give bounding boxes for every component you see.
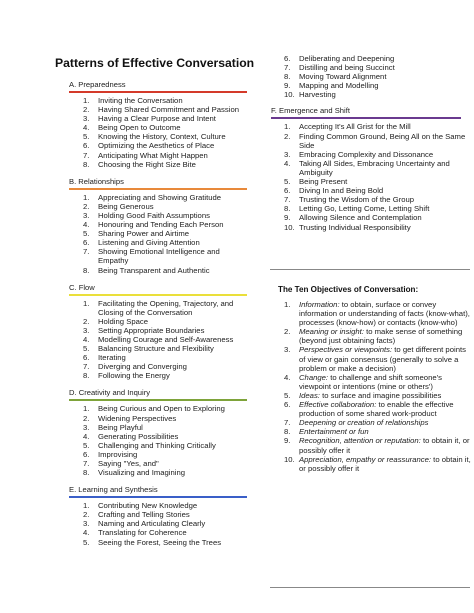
objective-item: 9. Recognition, attention or reputation: to obtain it, or possibly offer it xyxy=(284,436,470,455)
left-column xyxy=(69,80,249,547)
section-learning xyxy=(69,485,249,546)
item-list xyxy=(271,122,474,231)
list-item: 8. Visualizing and Imagining xyxy=(83,468,186,478)
list-item: 10. Harvesting xyxy=(284,90,336,100)
list-item: 5. Being Present xyxy=(284,177,348,187)
section-rule xyxy=(69,496,247,498)
list-item: 4. Translating for Coherence xyxy=(83,528,187,538)
section-heading: C. Flow xyxy=(69,282,95,292)
list-item: 4. Modelling Courage and Self-Awareness xyxy=(83,334,234,344)
list-item: 8. Being Transparent and Authentic xyxy=(83,265,210,275)
list-item: 8. Letting Go, Letting Come, Letting Shift xyxy=(284,204,430,214)
list-item: 5. Challenging and Thinking Critically xyxy=(83,440,216,450)
list-item: 1. Being Curious and Open to Exploring xyxy=(83,404,225,414)
list-item: 6. Improvising xyxy=(83,449,138,459)
section-emergence xyxy=(271,106,474,231)
item-list xyxy=(69,501,249,546)
list-item: 8. Following the Energy xyxy=(83,371,170,381)
list-item: 1. Facilitating the Opening, Trajectory, and Closing of the Conversation xyxy=(83,298,234,317)
list-item: 5. Balancing Structure and Flexibility xyxy=(83,344,214,354)
list-item: 7. Saying "Yes, and" xyxy=(83,459,159,468)
list-item: 3. Having a Clear Purpose and Intent xyxy=(83,114,216,124)
list-item: 8. Choosing the Right Size Bite xyxy=(83,159,196,169)
section-rule xyxy=(69,399,247,401)
list-item: 7. Diverging and Converging xyxy=(83,362,187,372)
learning-continued-list xyxy=(271,54,474,99)
list-item: 4. Honouring and Tending Each Person xyxy=(83,220,224,230)
objective-item: 4. Change: to challenge and shift someone's viewpoint or intentions (mine or others') xyxy=(284,372,442,391)
objective-item: 6. Effective collaboration: to enable the effective production of some shared work-product xyxy=(284,400,454,419)
list-item: 5. Knowing the History, Context, Culture xyxy=(83,132,226,142)
list-item: 7. Distilling and being Succinct xyxy=(284,63,395,73)
list-item: 1. Contributing New Knowledge xyxy=(83,501,198,511)
list-item: 2. Holding Space xyxy=(83,316,149,326)
objective-item: 7. Deepening or creation of relationships xyxy=(284,418,429,428)
list-item: 4. Taking All Sides, Embracing Uncertainty and Ambiguity xyxy=(284,158,450,177)
section-heading: D. Creativity and Inquiry xyxy=(69,388,151,398)
list-item: 3. Setting Appropriate Boundaries xyxy=(83,325,205,335)
right-column xyxy=(271,54,474,232)
section-rule xyxy=(271,117,461,119)
list-item: 2. Widening Perspectives xyxy=(83,413,177,423)
section-flow xyxy=(69,283,249,381)
list-item: 2. Being Generous xyxy=(83,201,154,211)
objective-item: 8. Entertainment or fun xyxy=(284,427,369,437)
section-rule xyxy=(69,91,247,93)
objectives-heading: The Ten Objectives of Conversation: xyxy=(278,285,419,294)
objective-item: 1. Information: to obtain, surface or convey information or understanding of facts (know-what), processes (know-how) or contacts (know-who) xyxy=(284,300,470,328)
list-item: 3. Naming and Articulating Clearly xyxy=(83,519,206,529)
list-item: 9. Allowing Silence and Contemplation xyxy=(284,213,422,223)
list-item: 6. Listening and Giving Attention xyxy=(83,238,200,248)
list-item: 1. Appreciating and Showing Gratitude xyxy=(83,192,222,202)
list-item: 6. Optimizing the Aesthetics of Place xyxy=(83,141,215,151)
objective-item: 5. Ideas: to surface and imagine possibilities xyxy=(284,390,442,400)
list-item: 5. Sharing Power and Airtime xyxy=(83,229,190,239)
section-heading: A. Preparedness xyxy=(69,80,126,89)
objectives-list xyxy=(279,300,471,473)
list-item: 2. Crafting and Telling Stories xyxy=(83,510,190,520)
list-item: 10. Trusting Individual Responsibility xyxy=(284,222,411,232)
section-creativity xyxy=(69,388,249,477)
list-item: 8. Moving Toward Alignment xyxy=(284,72,387,82)
section-preparedness xyxy=(69,80,249,169)
objective-item: 3. Perspectives or viewpoints: to get different points of view or gain consensus (generally to solve a problem or make a decision) xyxy=(284,345,466,373)
section-heading: E. Learning and Synthesis xyxy=(69,485,158,495)
section-rule xyxy=(69,188,247,190)
section-heading: F. Emergence and Shift xyxy=(271,106,350,116)
divider xyxy=(270,587,470,588)
section-heading: B. Relationships xyxy=(69,176,124,186)
list-item: 6. Diving In and Being Bold xyxy=(284,186,384,196)
list-item: 9. Mapping and Modelling xyxy=(284,81,379,91)
objective-item: 10. Appreciation, empathy or reassurance: to obtain it, or possibly offer it xyxy=(284,454,471,473)
list-item: 3. Embracing Complexity and Dissonance xyxy=(284,149,434,159)
list-item: 2. Finding Common Ground, Being All on the Same Side xyxy=(284,131,466,150)
list-item: 4. Generating Possibilities xyxy=(83,431,179,441)
list-item: 3. Holding Good Faith Assumptions xyxy=(83,210,210,220)
list-item: 6. Deliberating and Deepening xyxy=(284,54,395,63)
list-item: 7. Anticipating What Might Happen xyxy=(83,150,208,160)
list-item: 6. Iterating xyxy=(83,353,126,363)
item-list xyxy=(69,193,249,275)
page-title: Patterns of Effective Conversation xyxy=(55,56,255,70)
list-item: 3. Being Playful xyxy=(83,422,143,432)
list-item: 7. Trusting the Wisdom of the Group xyxy=(284,195,415,205)
divider xyxy=(270,269,470,270)
item-list xyxy=(69,96,249,169)
item-list xyxy=(69,404,249,477)
section-rule xyxy=(69,294,247,296)
list-item: 7. Showing Emotional Intelligence and Empathy xyxy=(83,247,220,266)
item-list xyxy=(69,299,249,381)
list-item: 5. Seeing the Forest, Seeing the Trees xyxy=(83,537,222,547)
objective-item: 2. Meaning or insight: to make sense of something (beyond just obtaining facts) xyxy=(284,327,463,346)
list-item: 1. Accepting It's All Grist for the Mill xyxy=(284,122,411,132)
list-item: 4. Being Open to Outcome xyxy=(83,123,181,133)
list-item: 1. Inviting the Conversation xyxy=(83,96,183,105)
list-item: 2. Having Shared Commitment and Passion xyxy=(83,105,240,115)
section-relationships xyxy=(69,177,249,275)
